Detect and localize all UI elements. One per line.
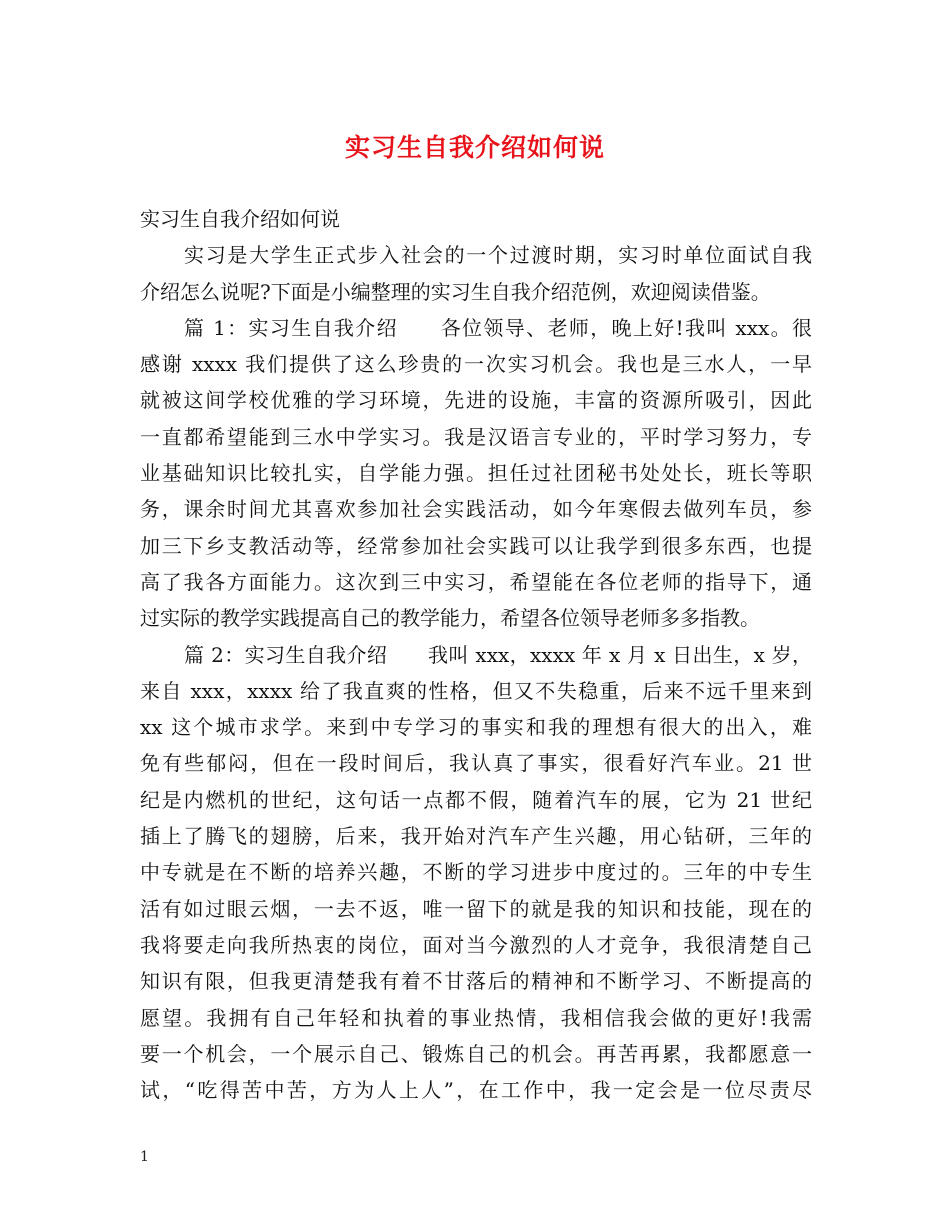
paragraph-line: 试，“吃得苦中苦，方为人上人”，在工作中，我一定会是一位尽责尽 [140,1078,812,1103]
paragraph-line: 实习是大学生正式步入社会的一个过渡时期，实习时单位面试自我 [184,243,812,268]
page-number: 1 [140,1149,149,1165]
paragraph-line: 知识有限，但我更清楚我有着不甘落后的精神和不断学习、不断提高的 [140,969,812,994]
paragraph-line: 过实际的教学实践提高自己的教学能力，希望各位领导老师多多指教。 [140,606,760,631]
paragraph-line: 来自 xxx，xxxx 给了我直爽的性格，但又不失稳重，后来不远千里来到 [140,678,812,703]
paragraph-line: 业基础知识比较扎实，自学能力强。担任过社团秘书处处长，班长等职 [140,461,812,486]
document-body [140,201,812,1108]
paragraph-line: 活有如过眼云烟，一去不返，唯一留下的就是我的知识和技能，现在的 [140,896,812,921]
paragraph-line: 免有些郁闷，但在一段时间后，我认真了事实，很看好汽车业。21 世 [140,751,812,776]
paragraph-line: 纪是内燃机的世纪，这句话一点都不假，随着汽车的展，它为 21 世纪 [140,787,812,812]
paragraph-line: 就被这间学校优雅的学习环境，先进的设施，丰富的资源所吸引，因此 [140,388,812,413]
paragraph-line: 插上了腾飞的翅膀，后来，我开始对汽车产生兴趣，用心钻研，三年的 [140,824,812,849]
paragraph-line: 加三下乡支教活动等，经常参加社会实践可以让我学到很多东西，也提 [140,533,812,558]
paragraph-line: 篇 1：实习生自我介绍 各位领导、老师，晚上好!我叫 xxx。很 [184,315,812,340]
subheading-line: 实习生自我介绍如何说 [140,207,340,231]
paragraph-line: 高了我各方面能力。这次到三中实习，希望能在各位老师的指导下，通 [140,569,812,594]
paragraph-line: 感谢 xxxx 我们提供了这么珍贵的一次实习机会。我也是三水人，一早 [140,352,812,377]
paragraph-line: 篇 2：实习生自我介绍 我叫 xxx，xxxx 年 x 月 x 日出生，x 岁， [184,642,812,667]
paragraph-line: 我将要走向我所热衷的岗位，面对当今激烈的人才竞争，我很清楚自己 [140,932,812,957]
paragraph-line: 要一个机会，一个展示自己、锻炼自己的机会。再苦再累，我都愿意一 [140,1041,812,1066]
paragraph-line: 务，课余时间尤其喜欢参加社会实践活动，如今年寒假去做列车员，参 [140,497,812,522]
paragraph-line: xx 这个城市求学。来到中专学习的事实和我的理想有很大的出入，难 [140,715,812,740]
paragraph-line: 愿望。我拥有自己年轻和执着的事业热情，我相信我会做的更好!我需 [140,1005,812,1030]
paragraph-line: 中专就是在不断的培养兴趣，不断的学习进步中度过的。三年的中专生 [140,860,812,885]
paragraph-line: 介绍怎么说呢?下面是小编整理的实习生自我介绍范例，欢迎阅读借鉴。 [140,279,771,304]
document-title: 实习生自我介绍如何说 [344,133,605,162]
paragraph-line: 一直都希望能到三水中学实习。我是汉语言专业的，平时学习努力，专 [140,424,812,449]
